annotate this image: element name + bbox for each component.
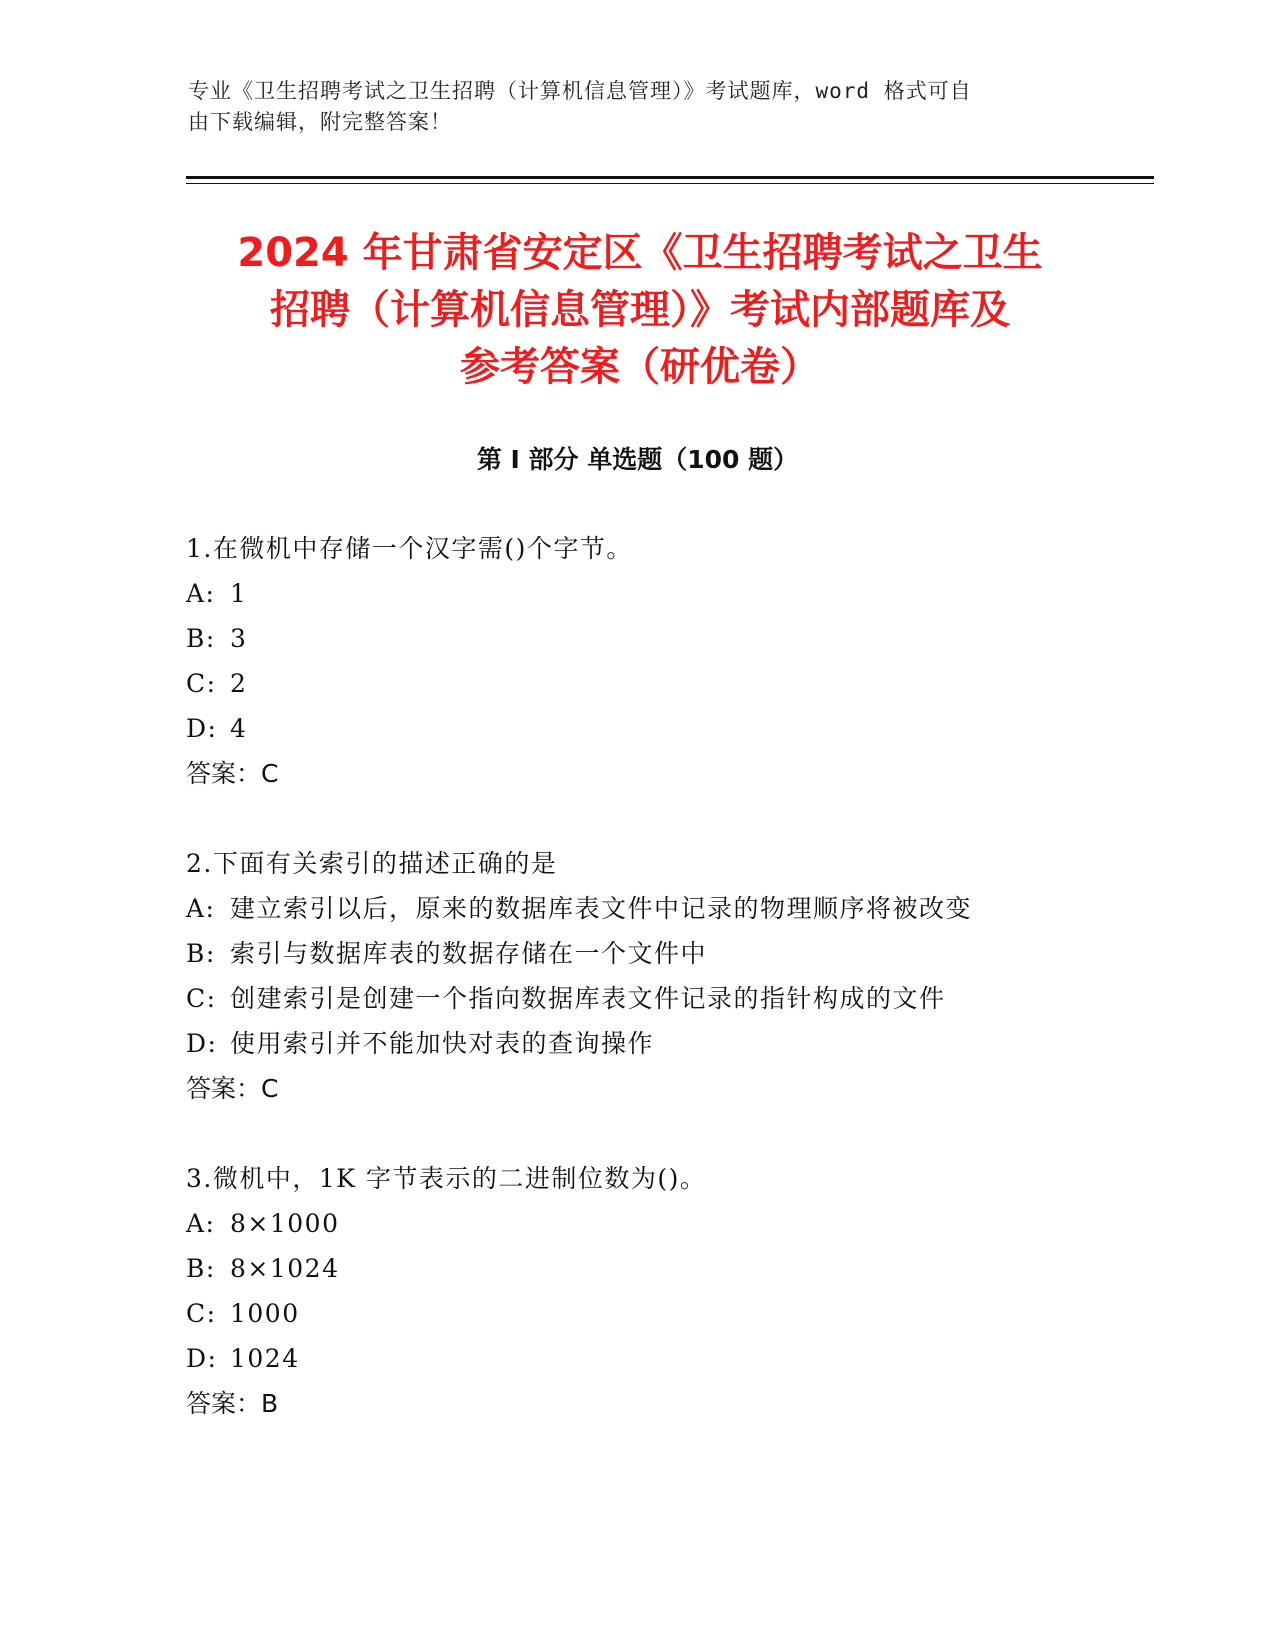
option-b [186,616,1146,661]
option-label: D: [186,1344,218,1373]
option-b [186,1246,1146,1291]
option-d [186,1021,1146,1066]
option-text: 建立索引以后，原来的数据库表文件中记录的物理顺序将被改变 [230,894,973,923]
question-3 [186,1156,1146,1426]
answer: 答案：C [186,1074,279,1103]
option-label: A: [186,579,216,608]
title-line-3: 参考答案（研优卷） [460,344,820,390]
option-a [186,1201,1146,1246]
option-a [186,886,1146,931]
option-a [186,571,1146,616]
option-c [186,661,1146,706]
question-stem: 2.下面有关索引的描述正确的是 [186,849,558,878]
header-note-line-2: 由下载编辑，附完整答案！ [188,110,452,134]
option-text: 2 [230,669,248,698]
option-text: 1024 [230,1344,300,1373]
title-line-2: 招聘（计算机信息管理）》考试内部题库及 [270,287,1010,333]
option-text: 索引与数据库表的数据存储在一个文件中 [230,939,708,968]
question-stem: 3.微机中，1K 字节表示的二进制位数为()。 [186,1164,707,1193]
section-heading: 第 I 部分 单选题（100 题） [476,445,799,474]
question-list [186,526,1146,1471]
option-d [186,1336,1146,1381]
question-stem: 1.在微机中存储一个汉字需()个字节。 [186,534,633,563]
answer: 答案：C [186,759,279,788]
option-d [186,706,1146,751]
header-note-line-1: 专业《卫生招聘考试之卫生招聘（计算机信息管理）》考试题库，word 格式可自 [188,79,972,103]
option-text: 8×1000 [230,1209,340,1238]
header-divider-thick [186,176,1154,179]
option-text: 创建索引是创建一个指向数据库表文件记录的指针构成的文件 [230,984,946,1013]
header-note [188,76,1088,138]
header-divider-thin [186,183,1154,184]
option-b [186,931,1146,976]
option-text: 使用索引并不能加快对表的查询操作 [230,1029,655,1058]
option-label: C: [186,984,217,1013]
option-label: C: [186,1299,217,1328]
option-label: B: [186,939,216,968]
option-label: A: [186,894,216,923]
option-text: 3 [230,624,248,653]
question-1 [186,526,1146,796]
option-label: B: [186,1254,216,1283]
option-text: 1 [230,579,248,608]
option-label: C: [186,669,217,698]
answer: 答案：B [186,1389,279,1418]
title-line-1: 2024 年甘肃省安定区《卫生招聘考试之卫生 [237,230,1043,276]
option-label: D: [186,1029,218,1058]
option-text: 4 [230,714,248,743]
option-c [186,1291,1146,1336]
question-2 [186,841,1146,1111]
option-text: 1000 [230,1299,300,1328]
option-text: 8×1024 [230,1254,340,1283]
option-c [186,976,1146,1021]
document-title [160,225,1120,396]
option-label: B: [186,624,216,653]
option-label: A: [186,1209,216,1238]
option-label: D: [186,714,218,743]
